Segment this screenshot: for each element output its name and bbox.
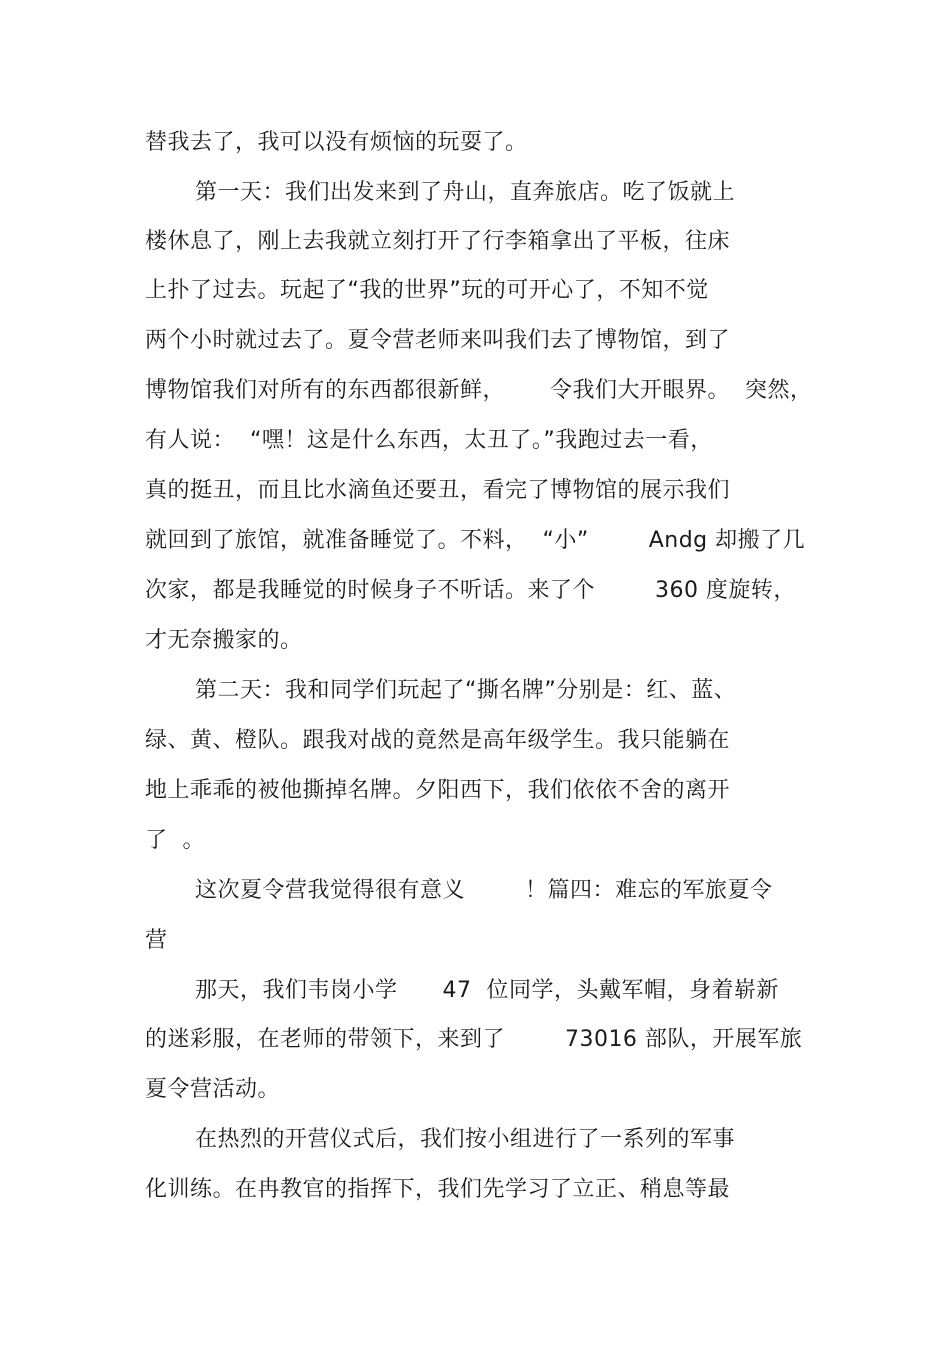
text-line: 第一天：我们出发来到了舟山，直奔旅店。吃了饭就上	[195, 180, 736, 205]
text-line: 绿、黄、橙队。跟我对战的竟然是高年级学生。我只能躺在	[145, 728, 731, 753]
text-line: 这次夏令营我觉得很有意义 ！篇四：难忘的军旅夏令	[195, 878, 773, 903]
text-line: 地上乖乖的被他撕掉名牌。夕阳西下，我们依依不舍的离开	[145, 778, 731, 803]
text-line: 就回到了旅馆，就准备睡觉了。不料， “小” Andg 却搬了几	[145, 528, 806, 553]
text-line: 两个小时就过去了。夏令营老师来叫我们去了博物馆，到了	[145, 328, 731, 353]
text-line: 在热烈的开营仪式后，我们按小组进行了一系列的军事	[195, 1127, 736, 1152]
text-line: 次家，都是我睡觉的时候身子不听话。来了个 360 度旋转，	[145, 578, 796, 603]
text-line: 真的挺丑，而且比水滴鱼还要丑，看完了博物馆的展示我们	[145, 478, 731, 503]
text-line: 有人说： “嘿！这是什么东西，太丑了。”我跑过去一看，	[145, 428, 713, 453]
text-line: 楼休息了，刚上去我就立刻打开了行李箱拿出了平板，往床	[145, 229, 731, 254]
text-line: 那天，我们韦岗小学 47 位同学，头戴军帽，身着崭新	[195, 978, 779, 1003]
text-line: 夏令营活动。	[145, 1077, 281, 1102]
text-line: 了 。	[145, 828, 205, 853]
text-line: 第二天：我和同学们玩起了“撕名牌”分别是：红、蓝、	[195, 678, 737, 703]
text-line: 上扑了过去。玩起了“我的世界”玩的可开心了，不知不觉	[145, 278, 709, 303]
text-line: 的迷彩服，在老师的带领下，来到了 73016 部队，开展军旅	[145, 1027, 803, 1052]
text-line: 才无奈搬家的。	[145, 628, 303, 653]
text-line: 化训练。在冉教官的指挥下，我们先学习了立正、稍息等最	[145, 1177, 731, 1202]
text-line: 博物馆我们对所有的东西都很新鲜， 令我们大开眼界。 突然，	[145, 378, 813, 403]
text-line: 营	[145, 928, 168, 953]
text-line: 替我去了，我可以没有烦恼的玩耍了。	[145, 130, 528, 155]
